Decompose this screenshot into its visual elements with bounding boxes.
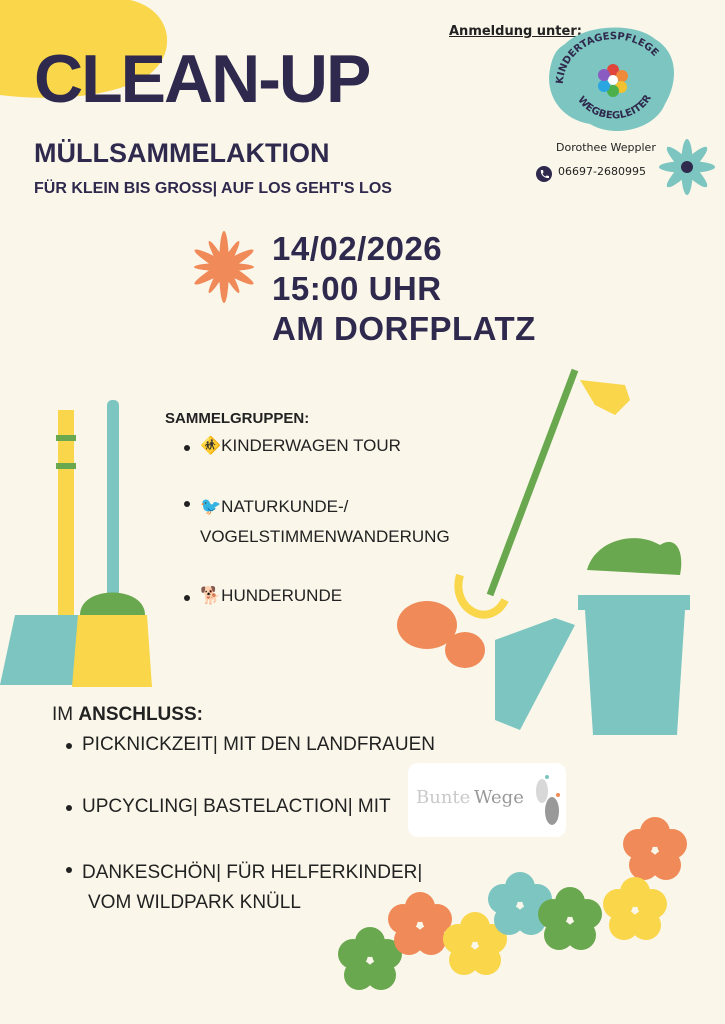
phone-icon — [536, 166, 552, 182]
bunte-wege-logo: Bunte Wege — [408, 763, 566, 837]
broom-dustpan-illustration — [0, 395, 160, 695]
flower-cluster-decoration — [330, 810, 725, 1024]
event-date: 14/02/2026 — [272, 230, 443, 267]
logo-text-bottom: WEGBEGLEITER — [575, 93, 654, 122]
groups-list — [182, 436, 512, 606]
list-item: 🐕HUNDERUNDE — [182, 586, 512, 606]
list-item: DANKESCHÖN| FÜR HELFERKINDER| VOM WILDPARK KNÜLL — [64, 858, 464, 918]
list-item: 🚸KINDERWAGEN TOUR — [182, 436, 512, 456]
registration-label: Anmeldung unter: — [449, 24, 582, 39]
contact-phone: 06697-2680995 — [558, 165, 646, 178]
starburst-decoration — [188, 226, 260, 308]
kindertagespflege-logo — [545, 24, 680, 136]
event-place: AM DORFPLATZ — [272, 310, 536, 347]
tagline: FÜR KLEIN BIS GROSS| AUF LOS GEHT'S LOS — [34, 180, 392, 197]
subtitle: MÜLLSAMMELAKTION — [34, 138, 330, 168]
logo-text-top: KINDERTAGESPFLEGE — [554, 31, 661, 85]
groups-heading: SAMMELGRUPPEN: — [165, 410, 310, 427]
bird-icon: 🐦 — [200, 497, 222, 516]
list-item: 🐦NATURKUNDE-/ VOGELSTIMMENWANDERUNG — [182, 492, 512, 552]
children-crossing-icon: 🚸 — [200, 436, 222, 455]
list-item: PICKNICKZEIT| MIT DEN LANDFRAUEN — [64, 734, 464, 756]
page-title: CLEAN-UP — [34, 41, 370, 117]
dog-icon: 🐕 — [200, 586, 222, 605]
list-item: UPCYCLING| BASTELACTION| MIT — [64, 796, 464, 818]
contact-name: Dorothee Weppler — [556, 141, 656, 154]
event-time: 15:00 UHR — [272, 270, 442, 307]
after-heading: IM ANSCHLUSS: — [52, 704, 203, 725]
flower-decoration — [655, 135, 719, 199]
